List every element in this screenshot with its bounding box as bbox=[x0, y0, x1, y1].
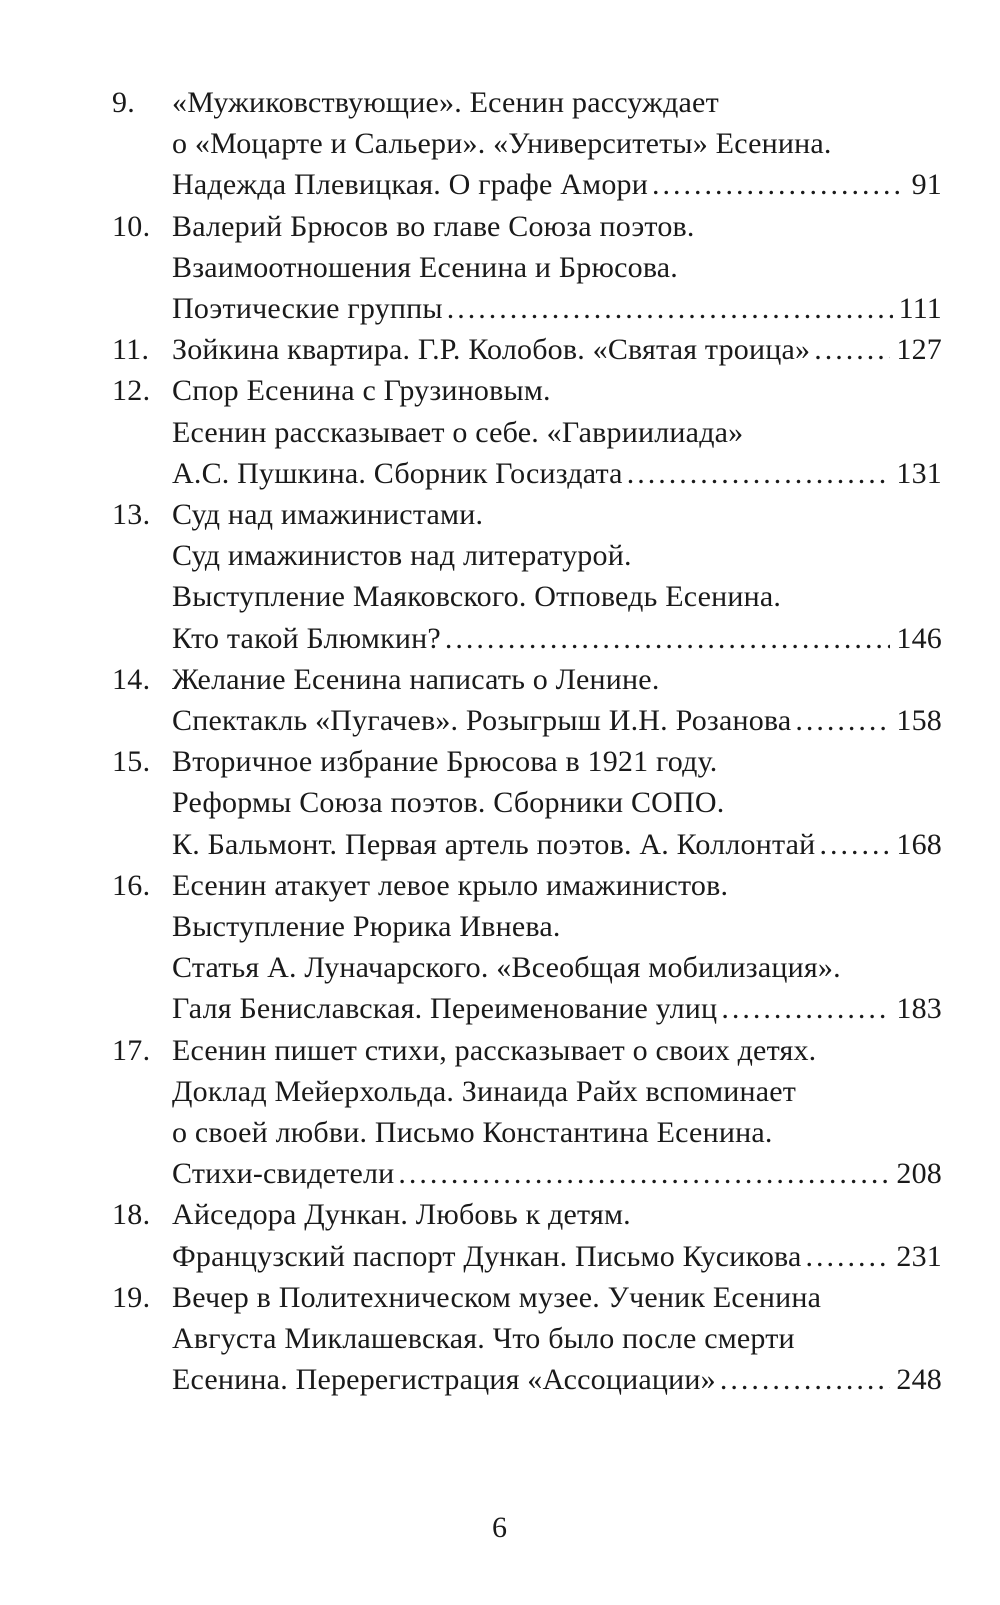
toc-entry-number: 19. bbox=[112, 1280, 151, 1314]
toc-entry-line: Айседора Дункан. Любовь к детям. bbox=[172, 1198, 631, 1232]
toc-entry-line: Валерий Брюсов во главе Союза поэтов. bbox=[172, 209, 695, 243]
toc-entry-final-line bbox=[172, 618, 942, 659]
toc-entry-final-line bbox=[172, 824, 942, 865]
toc-entry bbox=[112, 659, 942, 741]
toc-entry-line: Есенина. Перерегистрация «Ассоциации» bbox=[172, 1363, 716, 1397]
dot-leader bbox=[445, 618, 891, 659]
toc-entry-page: 111 bbox=[898, 292, 942, 326]
toc-entry-line: Французский паспорт Дункан. Письмо Кусикова bbox=[172, 1239, 802, 1273]
toc-entry-line: Суд имажинистов над литературой. bbox=[172, 539, 632, 573]
toc-entry-final-line bbox=[172, 1236, 942, 1277]
toc-entry-number: 16. bbox=[112, 868, 151, 902]
toc-entry-page: 183 bbox=[896, 992, 942, 1026]
toc-entry-line: Стихи-свидетели bbox=[172, 1157, 395, 1191]
toc-entry-page: 231 bbox=[896, 1239, 942, 1273]
toc-entry-line: Августа Миклашевская. Что было после смерти bbox=[172, 1322, 795, 1356]
toc-entry-line: Вечер в Политехническом музее. Ученик Есенина bbox=[172, 1280, 822, 1314]
toc-entry bbox=[112, 494, 942, 659]
toc-entry-line: Выступление Маяковского. Отповедь Есенина. bbox=[172, 580, 782, 614]
toc-entry-final-line bbox=[172, 1153, 942, 1194]
toc-entry-final-line bbox=[172, 329, 942, 370]
toc-entry-line: Вторичное избрание Брюсова в 1921 году. bbox=[172, 745, 718, 779]
toc-entry-line: Спектакль «Пугачев». Розыгрыш И.Н. Розанова bbox=[172, 704, 792, 738]
toc-entry-line: Выступление Рюрика Ивнева. bbox=[172, 910, 561, 944]
toc-entry-page: 248 bbox=[896, 1363, 942, 1397]
toc-entry-number: 9. bbox=[112, 86, 136, 119]
toc-entry-page: 208 bbox=[896, 1157, 942, 1191]
toc-entry bbox=[112, 206, 942, 330]
dot-leader bbox=[720, 1359, 891, 1400]
toc-entry-line: Суд над имажинистами. bbox=[172, 498, 484, 532]
toc-entry-line: о своей любви. Письмо Константина Есенина. bbox=[172, 1116, 773, 1150]
toc-entry-line: Зойкина квартира. Г.Р. Колобов. «Святая троица» bbox=[172, 333, 811, 367]
toc-entry-line: Поэтические группы bbox=[172, 292, 443, 326]
toc-entry bbox=[112, 1030, 942, 1195]
toc-entry-line: Статья А. Луначарского. «Всеобщая мобилизация». bbox=[172, 951, 841, 985]
toc-entry bbox=[112, 82, 942, 206]
dot-leader bbox=[398, 1153, 890, 1194]
toc-entry-page: 158 bbox=[896, 704, 942, 738]
toc-entry bbox=[112, 865, 942, 1030]
toc-entry-line: А.С. Пушкина. Сборник Госиздата bbox=[172, 456, 623, 490]
toc-entry-line: о «Моцарте и Сальери». «Университеты» Есенина. bbox=[172, 127, 832, 161]
dot-leader bbox=[627, 453, 891, 494]
toc-entry bbox=[112, 329, 942, 370]
page-number: 6 bbox=[492, 1511, 508, 1544]
toc-entry-line: Спор Есенина с Грузиновым. bbox=[172, 374, 551, 408]
toc-entry-final-line bbox=[172, 988, 942, 1029]
toc-entry-line: Кто такой Блюмкин? bbox=[172, 621, 441, 655]
toc-entry-line: Галя Бениславская. Переименование улиц bbox=[172, 992, 718, 1026]
toc-entry-line: Взаимоотношения Есенина и Брюсова. bbox=[172, 250, 679, 284]
toc-entry bbox=[112, 1194, 942, 1276]
toc-entry-final-line bbox=[172, 288, 942, 329]
toc-entry-number: 10. bbox=[112, 209, 151, 243]
toc-entry-final-line bbox=[172, 1359, 942, 1400]
toc-entry-line: «Мужиковствующие». Есенин рассуждает bbox=[172, 86, 719, 119]
toc-entry-number: 11. bbox=[112, 333, 150, 367]
toc-entry-number: 17. bbox=[112, 1033, 151, 1067]
dot-leader bbox=[447, 288, 893, 329]
dot-leader bbox=[814, 329, 890, 370]
toc-entry-line: Реформы Союза поэтов. Сборники СОПО. bbox=[172, 786, 725, 820]
toc-entry bbox=[112, 1277, 942, 1401]
toc-entry-page: 168 bbox=[896, 827, 942, 861]
toc-entry-line: Доклад Мейерхольда. Зинаида Райх вспоминает bbox=[172, 1074, 797, 1108]
toc-entry-line: Надежда Плевицкая. О графе Амори bbox=[172, 168, 648, 202]
toc-entry-page: 146 bbox=[896, 621, 942, 655]
toc-entry-number: 15. bbox=[112, 745, 151, 779]
toc-entry-line: Желание Есенина написать о Ленине. bbox=[172, 662, 660, 696]
toc-entry-final-line bbox=[172, 700, 942, 741]
dot-leader bbox=[806, 1236, 891, 1277]
toc-entry-line: К. Бальмонт. Первая артель поэтов. А. Коллонтай bbox=[172, 827, 816, 861]
dot-leader bbox=[652, 164, 906, 205]
toc-entry-number: 18. bbox=[112, 1198, 151, 1232]
dot-leader bbox=[819, 824, 890, 865]
table-of-contents bbox=[112, 82, 942, 1401]
toc-entry-line: Есенин рассказывает о себе. «Гавриилиада» bbox=[172, 415, 744, 449]
toc-entry-number: 12. bbox=[112, 374, 151, 408]
toc-entry bbox=[112, 741, 942, 865]
toc-entry bbox=[112, 370, 942, 494]
toc-entry-page: 127 bbox=[896, 333, 942, 367]
toc-entry-line: Есенин пишет стихи, рассказывает о своих детях. bbox=[172, 1033, 817, 1067]
toc-entry-number: 14. bbox=[112, 662, 151, 696]
toc-entry-page: 91 bbox=[911, 168, 942, 202]
toc-entry-line: Есенин атакует левое крыло имажинистов. bbox=[172, 868, 729, 902]
dot-leader bbox=[721, 988, 890, 1029]
toc-entry-final-line bbox=[172, 164, 942, 205]
dot-leader bbox=[795, 700, 890, 741]
toc-entry-final-line bbox=[172, 453, 942, 494]
toc-entry-number: 13. bbox=[112, 498, 151, 532]
toc-entry-page: 131 bbox=[896, 456, 942, 490]
